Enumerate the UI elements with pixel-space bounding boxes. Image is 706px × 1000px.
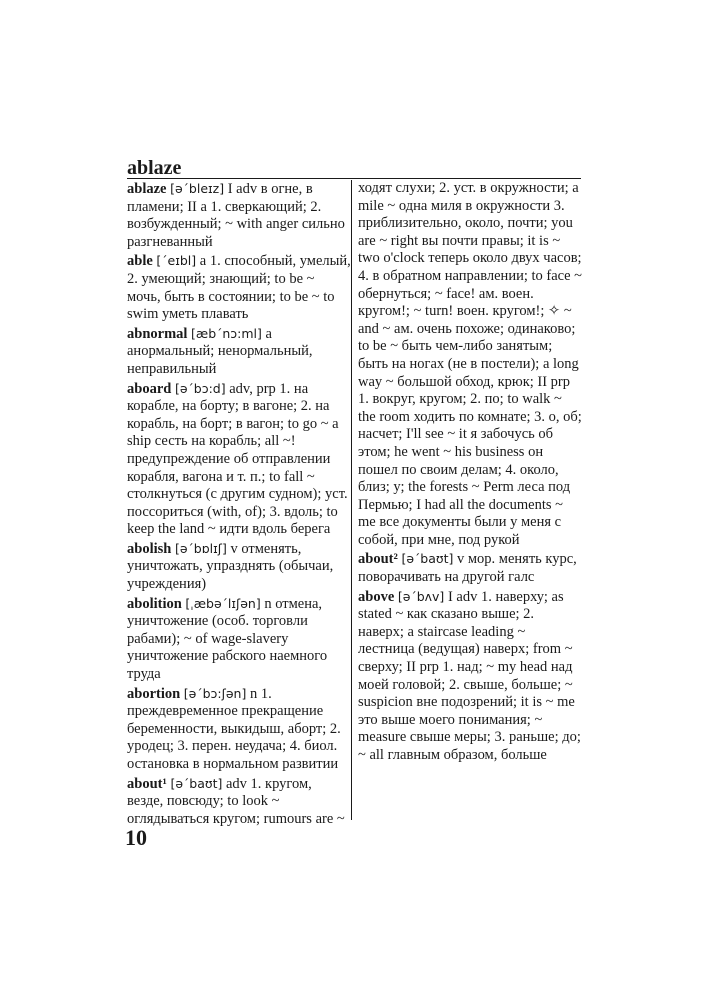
transcription: [ə´bɒlɪʃ] <box>174 540 227 556</box>
definition: I adv 1. наверху; as stated ~ как сказано выше; 2. наверх; a staircase leading ~ лестница (ведущая) наверх; from ~ сверху; II prp 1. над; ~ my head над моей головой; 2. свыше, больше; ~ suspicion вне подозрений; it is ~ me это выше моего понимания; ~ measure свыше меры; 3. раньше; до; ~ all главным образом, больше <box>358 588 581 763</box>
transcription: [ə´bɔ:d] <box>174 380 226 396</box>
definition: adv 1. кругом, везде, повсюду; to look ~ оглядываться кругом; rumours are ~ <box>127 775 345 827</box>
headword: abolition <box>127 595 182 612</box>
definition: I adv в огне, в пламени; II a 1. сверкающий; 2. возбужденный; ~ with anger сильно разгневанный <box>127 181 345 250</box>
entry-aboard <box>127 380 351 539</box>
transcription: [ˌæbə´lɪʃən] <box>185 595 261 611</box>
left-column <box>127 180 351 829</box>
definition: v мор. менять курс, поворачивать на другой галс <box>358 551 577 586</box>
headword: able <box>127 253 153 270</box>
entry-about1-continued <box>358 180 582 549</box>
transcription: [ə´baʊt] <box>401 551 454 567</box>
headword: aboard <box>127 380 172 397</box>
definition: adv, prp 1. на корабле, на борту; в вагоне; 2. на корабль, на борт; в вагон; to go ~ a ship сесть на корабль; all ~! предупреждение об отправлении корабля, вагона и т. п.; to fall ~ столкнуться (с другим судном); уст. поссориться (with, of); 3. вдоль; to keep the land ~ идти вдоль берега <box>127 380 348 538</box>
entry-abolish <box>127 540 351 594</box>
transcription: [ə´bʌv] <box>397 588 445 604</box>
headword: about¹ <box>127 775 167 792</box>
entry-about1 <box>127 775 351 829</box>
definition: n 1. преждевременное прекращение беременности, выкидыш, аборт; 2. уродец; 3. перен. неудача; 4. биол. остановка в нормальном развитии <box>127 685 341 772</box>
definition: ходят слухи; 2. уст. в окружности; a mile ~ одна миля в окружности 3. приблизительно, около, почти; you are ~ right вы почти правы; it is ~ two o'clock теперь около двух часов; 4. в обратном направлении; to face ~ обернуться; ~ face! ам. воен. кругом!; ~ turn! воен. кругом!; ✧ ~ and ~ ам. очень похоже; одинаково; to be ~ быть чем-либо занятым; быть на ногах (не в постели); a long way ~ большой обход, крюк; II prp 1. вокруг, кругом; 2. по; to walk ~ the room ходить по комнате; 3. о, об; насчет; I'll see ~ it я забочусь об этом; he went ~ his business он пошел по своим делам; 4. около, близ; у; the forests ~ Perm леса под Пермью; I had all the documents ~ me все документы были у меня с собой, при мне, под рукой <box>358 180 582 548</box>
headword: abolish <box>127 540 172 557</box>
headword: above <box>358 588 395 605</box>
transcription: [æb´nɔ:ml] <box>191 325 262 341</box>
headword: about² <box>358 551 398 568</box>
definition: n отмена, уничтожение (особ. торговли рабами); ~ of wage-slavery уничтожение рабского наемного труда <box>127 595 328 683</box>
headword: abortion <box>127 685 181 702</box>
entry-abnormal <box>127 325 351 379</box>
entry-about2 <box>358 550 582 586</box>
right-column <box>358 180 582 766</box>
column-divider <box>351 180 352 820</box>
definition: a 1. способный, умелый, 2. умеющий; знающий; to be ~ мочь, быть в состоянии; to be ~ to swim уметь плавать <box>127 253 351 323</box>
transcription: [ə´bleɪz] <box>170 181 225 196</box>
definition: v отменять, уничтожать, упразднять (обычаи, учреждения) <box>127 540 334 593</box>
page-number: 10 <box>125 825 147 850</box>
transcription: [ə´baʊt] <box>170 775 223 791</box>
entry-able <box>127 252 351 323</box>
definition: a анормальный; ненормальный, неправильный <box>127 325 313 377</box>
transcription: [ə´bɔ:ʃən] <box>183 685 247 701</box>
entry-abolition <box>127 595 351 684</box>
transcription: [´eɪbl] <box>156 253 197 269</box>
headword: abnormal <box>127 325 188 342</box>
headword: ablaze <box>127 181 167 197</box>
entry-ablaze <box>127 180 351 251</box>
entry-above <box>358 588 582 765</box>
entry-abortion <box>127 685 351 774</box>
header-rule <box>127 178 581 179</box>
running-head: ablaze <box>127 157 182 179</box>
